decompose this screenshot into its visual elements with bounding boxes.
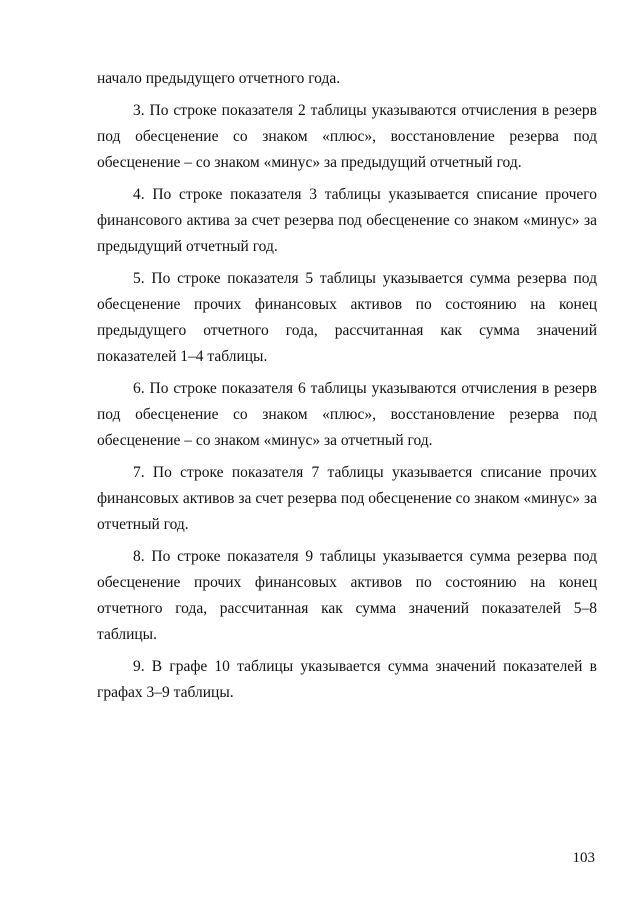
paragraph-item-6: 6. По строке показателя 6 таблицы указываются отчисления в резерв под обесценение со знаком «плюс», восстановление резерва под обесценение – со знаком «минус» за отчетный год.: [97, 380, 597, 449]
paragraph-item-9: 9. В графе 10 таблицы указывается сумма значений показателей в графах 3–9 таблицы.: [97, 658, 597, 701]
paragraph-item-5: 5. По строке показателя 5 таблицы указывается сумма резерва под обесценение прочих финансовых активов по состоянию на конец предыдущего отчетного года, рассчитанная как сумма значений показателей 1–4 таблицы.: [97, 270, 597, 365]
document-body: [97, 66, 597, 706]
paragraph-item-3: 3. По строке показателя 2 таблицы указываются отчисления в резерв под обесценение со знаком «плюс», восстановление резерва под обесценение – со знаком «минус» за предыдущий отчетный год.: [97, 102, 597, 171]
paragraph-item-4: 4. По строке показателя 3 таблицы указывается списание прочего финансового актива за счет резерва под обесценение со знаком «минус» за предыдущий отчетный год.: [97, 186, 597, 255]
paragraph-item-8: 8. По строке показателя 9 таблицы указывается сумма резерва под обесценение прочих финансовых активов по состоянию на конец отчетного года, рассчитанная как сумма значений показателей 5–8 таблицы.: [97, 548, 597, 643]
paragraph-item-7: 7. По строке показателя 7 таблицы указывается списание прочих финансовых активов за счет резерва под обесценение со знаком «минус» за отчетный год.: [97, 464, 597, 533]
page-number: 103: [572, 850, 595, 866]
paragraph-continuation: начало предыдущего отчетного года.: [97, 70, 341, 87]
